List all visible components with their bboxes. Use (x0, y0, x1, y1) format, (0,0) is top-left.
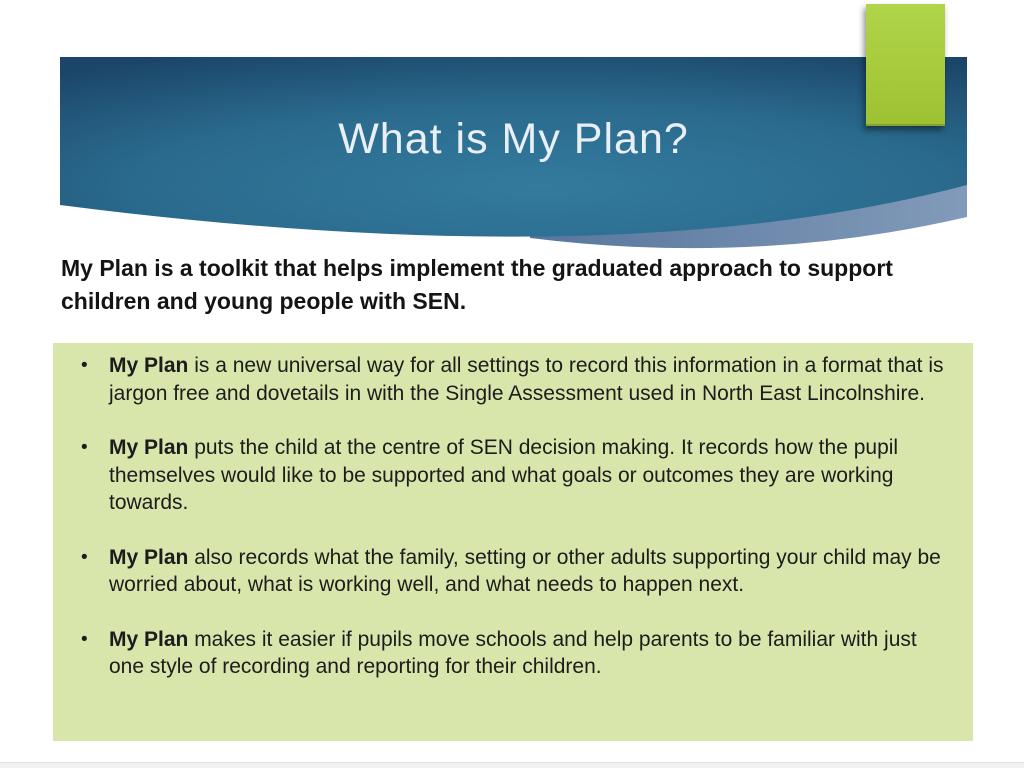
bullet-text: puts the child at the centre of SEN decision making. It records how the pupil themselves would like to be supported and what goals or outcomes they are working towards. (109, 436, 899, 514)
bottom-edge-strip (0, 762, 1024, 768)
bullet-item (109, 352, 949, 407)
bullet-text: is a new universal way for all settings to record this information in a format that is jargon free and dovetails in with the Single Assessment used in North East Lincolnshire. (109, 354, 944, 405)
bullet-text: also records what the family, setting or other adults supporting your child may be worried about, what is working well, and what needs to happen next. (109, 545, 941, 596)
bullet-item (109, 544, 949, 599)
green-accent-tab (866, 4, 945, 126)
bullet-lead: My Plan (109, 627, 189, 651)
bullet-item (109, 434, 949, 517)
bullet-lead: My Plan (109, 545, 189, 569)
bullet-panel (53, 343, 973, 741)
bullet-lead: My Plan (109, 354, 189, 377)
bullet-text: makes it easier if pupils move schools and help parents to be familiar with just one style of recording and reporting for their children. (109, 627, 917, 678)
slide-title: What is My Plan? (338, 115, 689, 163)
bullet-lead: My Plan (109, 436, 189, 459)
bullet-list (67, 352, 949, 681)
intro-text: My Plan is a toolkit that helps implement the graduated approach to support children and young people with SEN. (61, 255, 893, 314)
bullet-item (109, 626, 949, 681)
